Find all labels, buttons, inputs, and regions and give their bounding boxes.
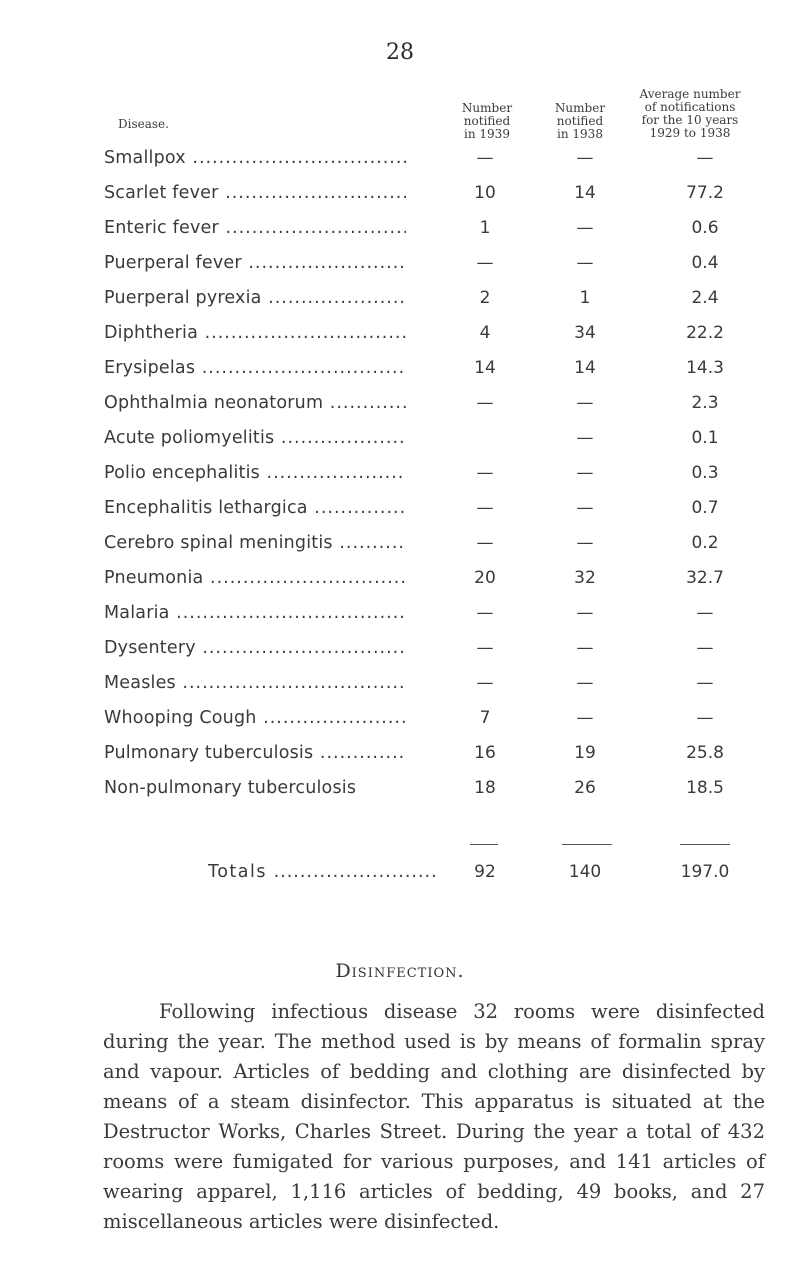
table-row xyxy=(0,743,800,778)
table-row xyxy=(0,428,800,463)
cell-average: 18.5 xyxy=(686,778,724,798)
cell-1939: 10 xyxy=(474,183,496,203)
disease-name: Scarlet fever ..... xyxy=(104,183,406,203)
cell-1939: — xyxy=(476,673,494,693)
table-row xyxy=(0,778,800,813)
cell-average: 0.6 xyxy=(691,218,719,238)
cell-1938: — xyxy=(576,673,594,693)
totals-rule xyxy=(680,844,730,845)
disease-name: Puerperal fever ..... xyxy=(104,253,406,273)
table-row xyxy=(0,498,800,533)
header-notified-1939-line: notified xyxy=(463,114,511,128)
cell-average: — xyxy=(696,148,714,168)
header-average xyxy=(615,88,765,140)
disinfection-paragraph: Following infectious disease 32 rooms were disinfected during the year. The method used is by means of formalin spray and vapour. Articles of bedding and clothing are disinfected by means of a steam disinfector. This apparatus is situated at the Destructor Works, Charles Street. During the year a total of 432 rooms were fumigated for various purposes, and 141 articles of wearing apparel, 1,116 articles of bedding, 49 books, and 27 miscellaneous articles were disinfected. xyxy=(103,1000,765,1233)
cell-1939: — xyxy=(476,393,494,413)
table-row xyxy=(0,673,800,708)
disease-name: Encephalitis lethargica ..... xyxy=(104,498,406,518)
header-average-line: 1929 to 1938 xyxy=(649,126,731,140)
disease-name: Cerebro spinal meningitis ..... xyxy=(104,533,406,553)
disease-name: Diphtheria ..... xyxy=(104,323,406,343)
cell-1938: 14 xyxy=(574,358,596,378)
disease-name: Polio encephalitis ..... xyxy=(104,463,406,483)
table-row xyxy=(0,393,800,428)
cell-average: 0.7 xyxy=(691,498,719,518)
page-number: 28 xyxy=(386,40,414,65)
cell-average: 2.4 xyxy=(691,288,719,308)
totals-1938: 140 xyxy=(568,862,602,882)
cell-1938: 14 xyxy=(574,183,596,203)
table-row xyxy=(0,603,800,638)
cell-average: — xyxy=(696,638,714,658)
cell-1938: — xyxy=(576,148,594,168)
cell-1939: 7 xyxy=(479,708,491,728)
disease-name: Dysentery ..... xyxy=(104,638,406,658)
cell-average: 32.7 xyxy=(686,568,724,588)
cell-average: — xyxy=(696,673,714,693)
header-disease: Disease. xyxy=(118,117,169,131)
cell-1939: 18 xyxy=(474,778,496,798)
cell-1939: 1 xyxy=(479,218,491,238)
cell-1939: — xyxy=(476,533,494,553)
totals-label: Totals ..... xyxy=(208,862,438,882)
table-row xyxy=(0,148,800,183)
cell-1938: — xyxy=(576,498,594,518)
header-notified-1938-line: notified xyxy=(556,114,604,128)
header-average-line: for the 10 years xyxy=(641,113,739,127)
disease-name: Enteric fever ..... xyxy=(104,218,406,238)
disease-name: Puerperal pyrexia ..... xyxy=(104,288,406,308)
cell-1938: 1 xyxy=(579,288,591,308)
disease-name: Erysipelas ..... xyxy=(104,358,406,378)
disease-name: Non-pulmonary tuberculosis xyxy=(104,778,357,798)
disease-name: Pulmonary tuberculosis ..... xyxy=(104,743,406,763)
cell-1939: — xyxy=(476,638,494,658)
cell-1939: — xyxy=(476,148,494,168)
cell-1939: — xyxy=(476,498,494,518)
cell-average: 0.4 xyxy=(691,253,719,273)
table-row xyxy=(0,463,800,498)
disease-name: Ophthalmia neonatorum ..... xyxy=(104,393,406,413)
cell-average: 0.2 xyxy=(691,533,719,553)
cell-1938: 32 xyxy=(574,568,596,588)
cell-average: 0.1 xyxy=(691,428,719,448)
disease-name: Measles ..... xyxy=(104,673,406,693)
cell-1938: — xyxy=(576,463,594,483)
cell-average: 77.2 xyxy=(686,183,724,203)
totals-rule xyxy=(562,844,612,845)
cell-average: 22.2 xyxy=(686,323,724,343)
cell-average: 14.3 xyxy=(686,358,724,378)
cell-1938: — xyxy=(576,218,594,238)
cell-1938: — xyxy=(576,393,594,413)
header-average-line: Average number xyxy=(639,87,741,101)
cell-1939: 16 xyxy=(474,743,496,763)
cell-1938: — xyxy=(576,253,594,273)
disease-name: Acute poliomyelitis ..... xyxy=(104,428,406,448)
cell-1938: — xyxy=(576,638,594,658)
cell-1939: 4 xyxy=(479,323,491,343)
cell-1939: 14 xyxy=(474,358,496,378)
cell-1939: — xyxy=(476,253,494,273)
header-average-line: of notifications xyxy=(644,100,736,114)
totals-row xyxy=(0,862,800,892)
table-row xyxy=(0,533,800,568)
totals-average: 197.0 xyxy=(680,862,730,882)
cell-1938: 34 xyxy=(574,323,596,343)
header-notified-1938-line: in 1938 xyxy=(557,127,603,141)
cell-1938: 26 xyxy=(574,778,596,798)
table-row xyxy=(0,638,800,673)
cell-average: 0.3 xyxy=(691,463,719,483)
cell-1939: — xyxy=(476,603,494,623)
totals-rule xyxy=(470,844,498,845)
cell-average: — xyxy=(696,603,714,623)
cell-1938: — xyxy=(576,428,594,448)
cell-1938: — xyxy=(576,533,594,553)
cell-1938: 19 xyxy=(574,743,596,763)
table-row xyxy=(0,358,800,393)
disease-table-body xyxy=(0,148,800,813)
totals-1939: 92 xyxy=(474,862,496,882)
table-row xyxy=(0,183,800,218)
cell-average: 25.8 xyxy=(686,743,724,763)
cell-1938: — xyxy=(576,708,594,728)
table-row xyxy=(0,323,800,358)
disease-name: Smallpox ..... xyxy=(104,148,406,168)
header-notified-1939-line: Number xyxy=(461,101,513,115)
cell-1939: — xyxy=(476,463,494,483)
header-notified-1938-line: Number xyxy=(554,101,606,115)
cell-1939: 20 xyxy=(474,568,496,588)
disease-name: Whooping Cough ..... xyxy=(104,708,406,728)
table-row xyxy=(0,253,800,288)
header-notified-1939 xyxy=(432,102,542,141)
cell-average: — xyxy=(696,708,714,728)
disease-name: Malaria ..... xyxy=(104,603,406,623)
header-notified-1939-line: in 1939 xyxy=(464,127,510,141)
disease-name: Pneumonia ..... xyxy=(104,568,406,588)
cell-1939: 2 xyxy=(479,288,491,308)
table-row xyxy=(0,288,800,323)
cell-average: 2.3 xyxy=(691,393,719,413)
table-row xyxy=(0,708,800,743)
section-title-disinfection: Disinfection. xyxy=(335,960,465,982)
table-row xyxy=(0,218,800,253)
cell-1938: — xyxy=(576,603,594,623)
table-row xyxy=(0,568,800,603)
